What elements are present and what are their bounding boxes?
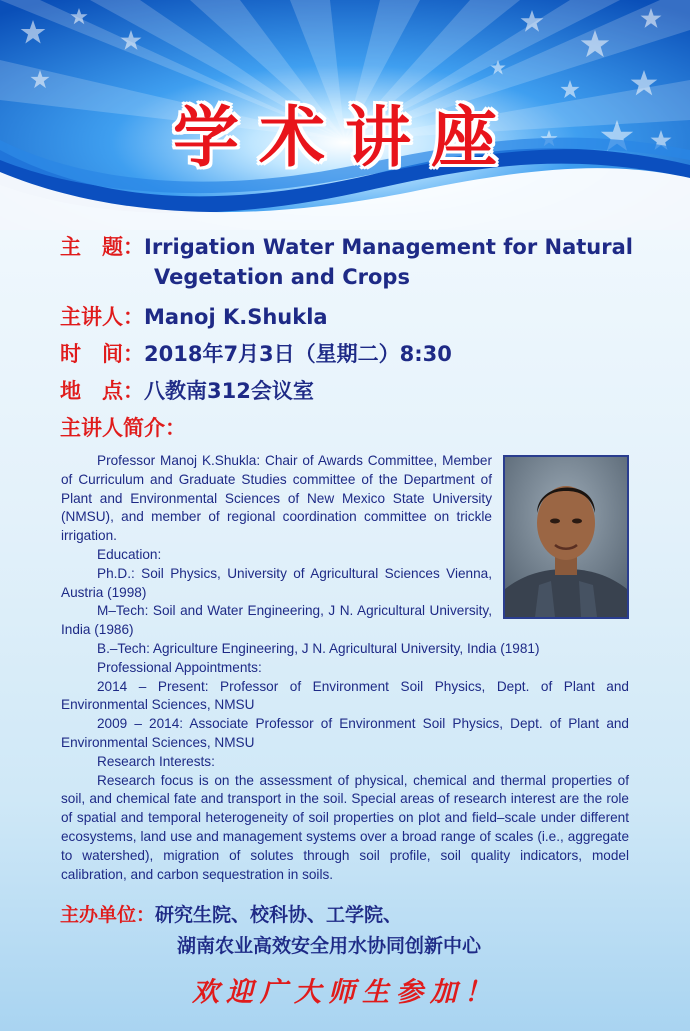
host-label: 主办单位：: [60, 904, 156, 926]
bio-phd: Ph.D.: Soil Physics, University of Agricultural Sciences Vienna, Austria (1998): [61, 565, 492, 600]
place-label: 地 点：: [60, 379, 144, 403]
bio-mtech: M–Tech: Soil and Water Engineering, J N. Agricultural University, India (1986): [61, 603, 492, 638]
bio-appointments-heading: Professional Appointments:: [97, 659, 262, 675]
topic-value-line2: Vegetation and Crops: [154, 265, 410, 289]
place-value: 八教南312会议室: [144, 379, 314, 403]
time-label: 时 间：: [60, 342, 144, 366]
topic-row: [60, 231, 633, 261]
bio-btech: B.–Tech: Agriculture Engineering, J N. Agricultural University, India (1981): [97, 640, 540, 656]
bio-appointment-2: 2009 – 2014: Associate Professor of Environment Soil Physics, Dept. of Plant and Environmental Sciences, NMSU: [61, 716, 629, 750]
intro-heading: 主讲人简介：: [60, 416, 186, 440]
host-row: [60, 900, 402, 927]
speaker-bio: [61, 452, 629, 884]
bio-appointment-1: 2014 – Present: Professor of Environment Soil Physics, Dept. of Plant and Environmental Sciences, NMSU: [61, 678, 629, 713]
bio-research: Research focus is on the assessment of physical, chemical and thermal properties of soil, and chemical fate and transport in the soil. Special areas of research interest are the role of spatial and temporal heterogeneity of soil properties on plot and field–scale under different ecosystems, land use and management systems over a broad range of scales (i.e., aggregate to watershed), migration of solutes through soil profile, soil quality indicators, model calibration, and carbon sequestration in soils.: [61, 772, 629, 882]
bio-education-heading: Education:: [97, 546, 162, 562]
speaker-label: 主讲人：: [60, 305, 144, 329]
time-value: 2018年7月3日（星期二）8:30: [144, 342, 452, 366]
time-row: [60, 338, 452, 368]
host-line1: 研究生院、校科协、工学院、: [155, 904, 403, 926]
bio-summary: Professor Manoj K.Shukla: Chair of Awards Committee, Member of Curriculum and Graduate Studies committee of the Department of Plant and Environmental Sciences of New Mexico State University (NMSU), and member of regional coordination committee on trickle irrigation.: [61, 453, 492, 544]
topic-value-line1: Irrigation Water Management for Natural: [144, 235, 633, 259]
poster-title: 学术讲座: [173, 99, 517, 176]
speaker-row: [60, 301, 328, 331]
host-line2: 湖南农业高效安全用水协同创新中心: [177, 935, 482, 957]
welcome-message: 欢迎广大师生参加！: [192, 977, 498, 1008]
bio-interests-heading: Research Interests:: [97, 753, 215, 769]
place-row: [60, 375, 314, 405]
speaker-value: Manoj K.Shukla: [144, 305, 328, 329]
topic-label: 主 题：: [60, 235, 144, 259]
